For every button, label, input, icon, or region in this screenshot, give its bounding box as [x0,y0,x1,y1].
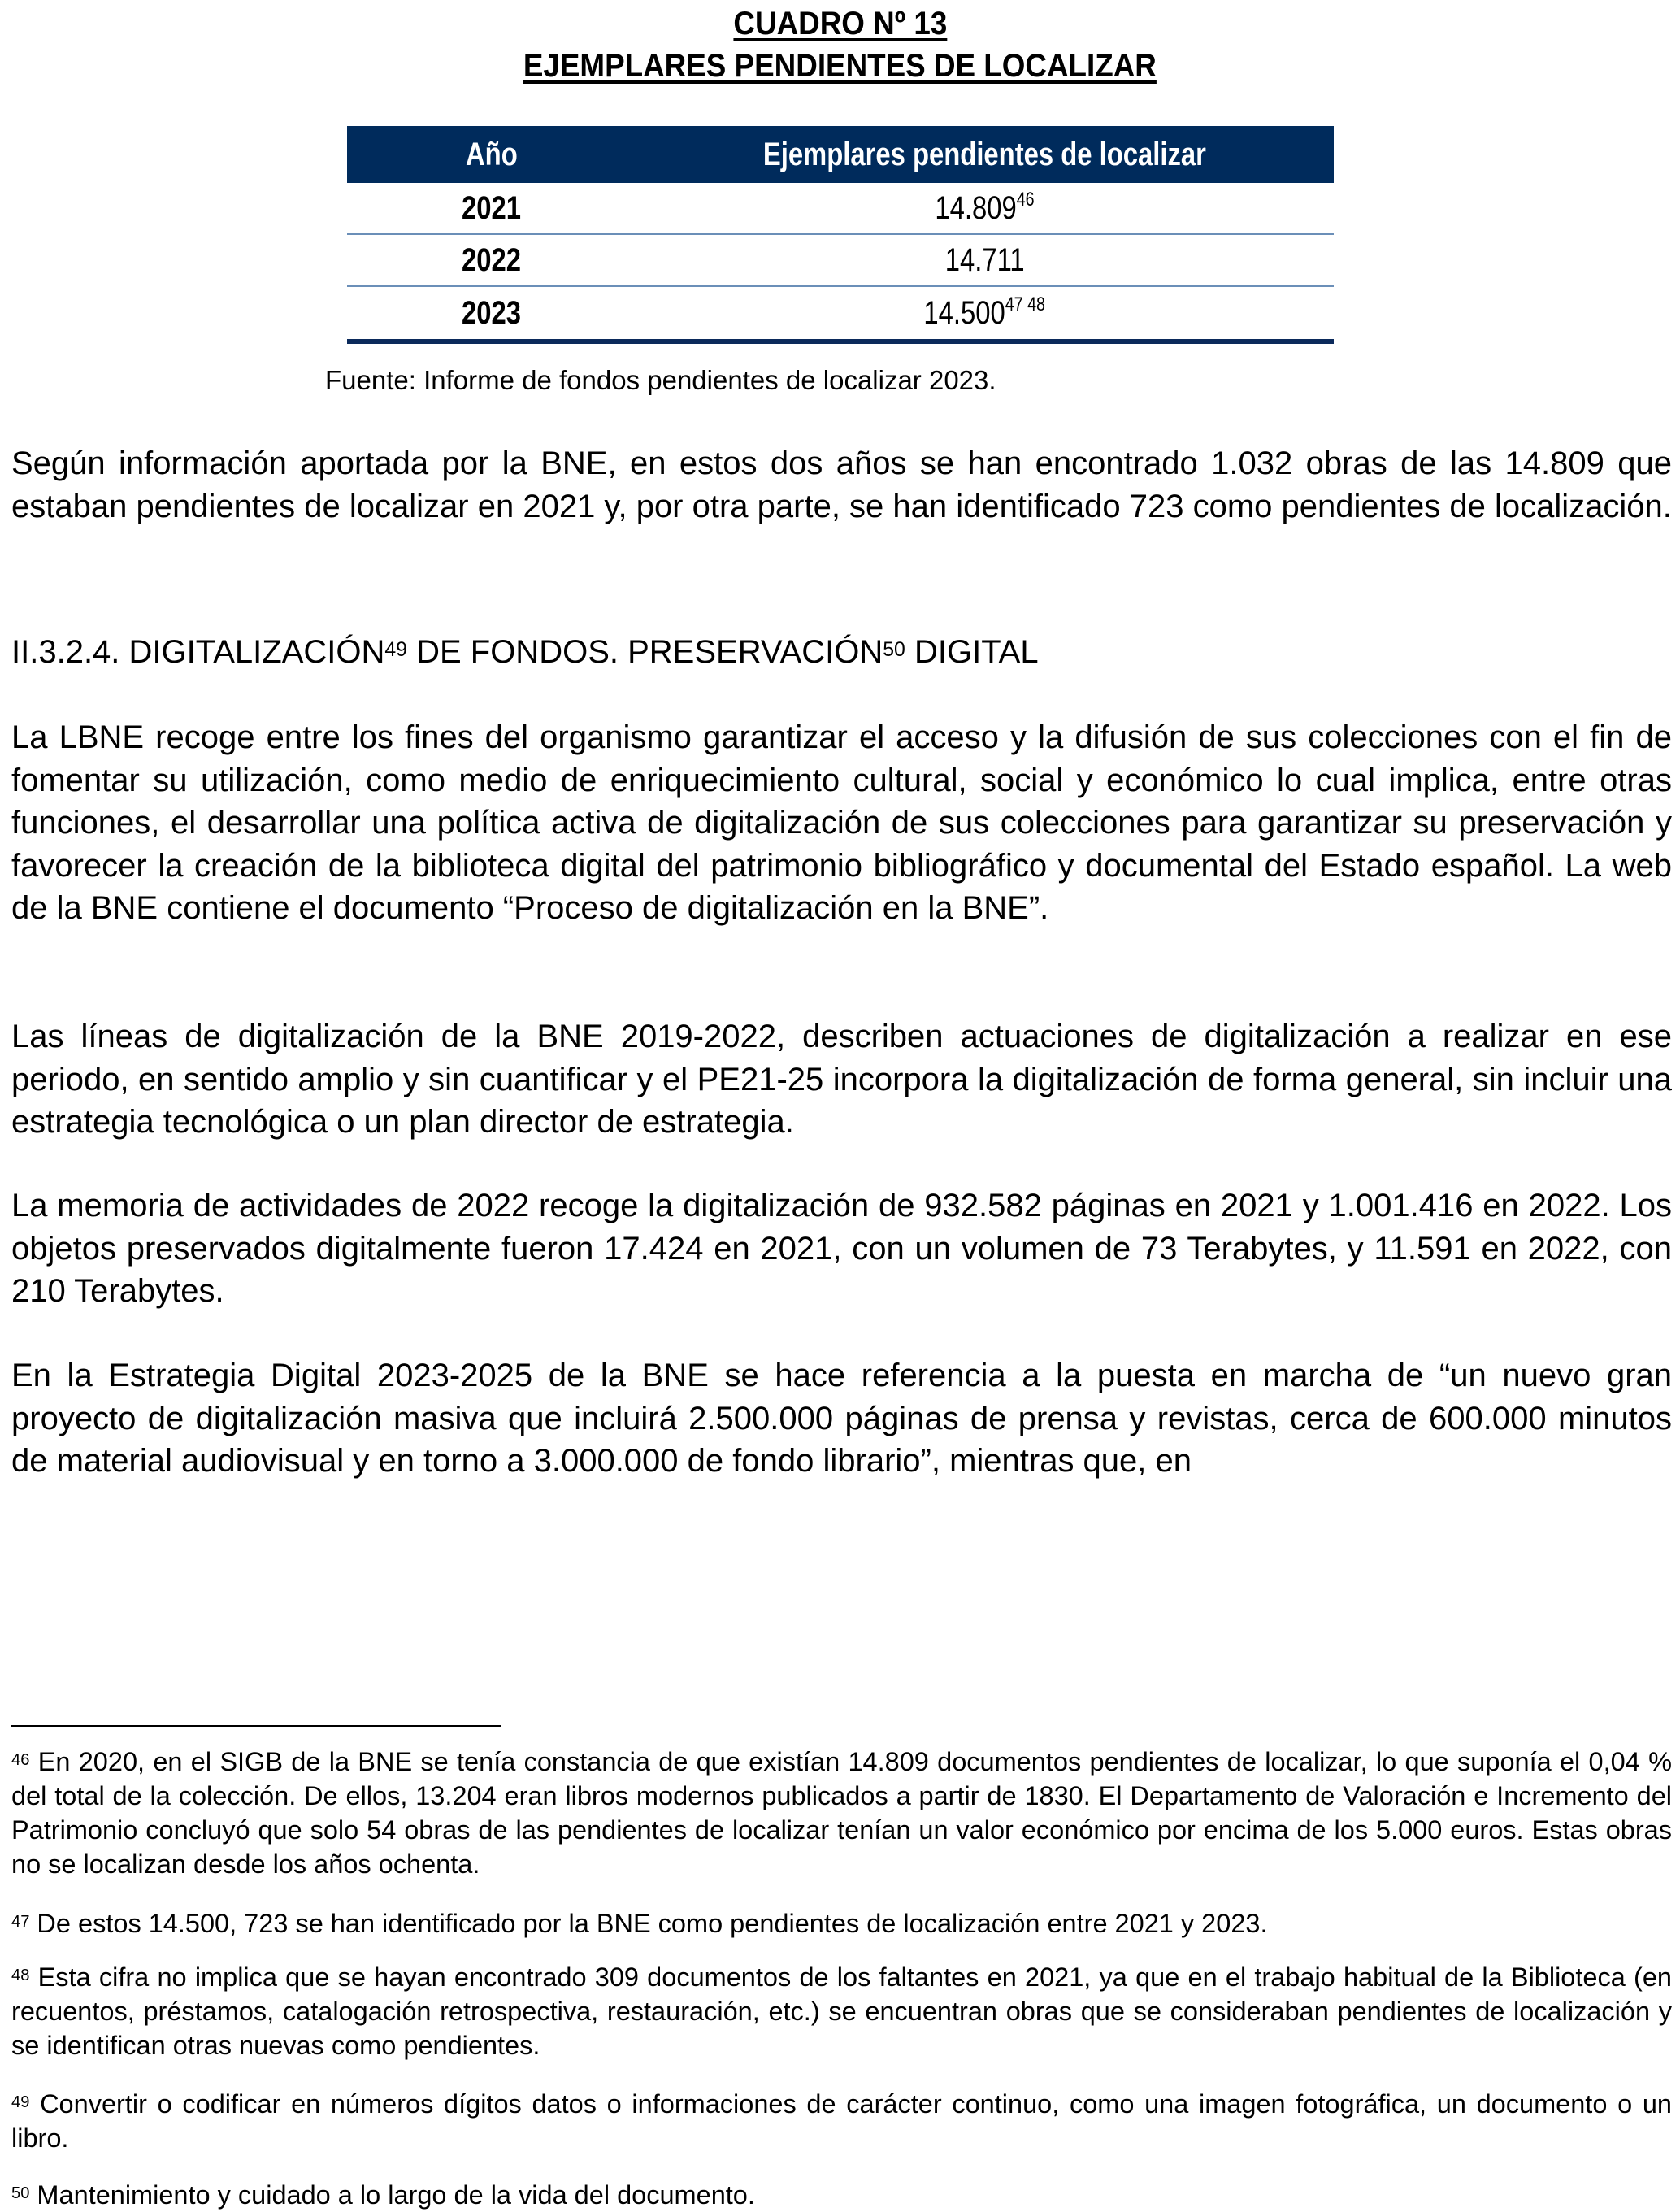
paragraph: En la Estrategia Digital 2023-2025 de la BNE se hace referencia a la puesta en marcha de “un nuevo gran proyecto de digitalización masiva que incluirá 2.500.000 páginas de prensa y revistas, cerca de 600.000 minutos de material audiovisual y en torno a 3.000.000 de fondo librario”, mientras que, en [11,1358,1672,1479]
footnote-ref[interactable]: 46 [1016,188,1035,211]
header-pending: Ejemplares pendientes de localizar [636,126,1334,183]
year-cell: 2023 [347,286,636,341]
table-row [347,183,1334,234]
paragraph: La memoria de actividades de 2022 recoge la digitalización de 932.582 páginas en 2021 y 1.001.416 en 2022. Los objetos preservados digitalmente fueron 17.424 en 2021, con un volumen de 73 Terabytes, y 11.591 en 2022, con 210 Terabytes. [11,1188,1672,1309]
table-header-row [347,126,1334,183]
footnote-separator [11,1725,501,1727]
table-number-title: CUADRO Nº 13 [733,6,947,41]
table-title: EJEMPLARES PENDIENTES DE LOCALIZAR [523,48,1157,84]
header-year: Año [347,126,636,183]
footnote-47: $^{47}$ De estos 14.500, 723 se han identificado por la BNE como pendientes de localización entre 2021 y 2023. [11,1909,1268,1938]
footnote-46: $^{46}$ En 2020, en el SIGB de la BNE se tenía constancia de que existían 14.809 documentos pendientes de localizar, lo que suponía el 0,04 % del total de la colección. De ellos, 13.204 eran libros modernos publicados a partir de 1830. El Departamento de Valoración e Incremento del Patrimonio concluyó que solo 54 obras de las pendientes de localizar tenían un valor económico por encima de los 5.000 euros. Estas obras no se localizan desde los años ochenta. [11,1747,1672,1879]
table-row [347,234,1334,286]
table-source: Fuente: Informe de fondos pendientes de localizar 2023. [325,365,996,395]
value-cell: $14.500^{47 48}$ [636,286,1334,341]
year-cell: 2021 [347,183,636,234]
pending-items-table [347,126,1334,344]
paragraph: Las líneas de digitalización de la BNE 2019-2022, describen actuaciones de digitalización a realizar en ese periodo, en sentido amplio y sin cuantificar y el PE21-25 incorpora la digitalización de forma general, sin incluir una estrategia tecnológica o un plan director de estrategia. [11,1019,1672,1140]
footnote-ref[interactable]: 50 [883,639,905,661]
value-cell: 14.809$^{46}$ [636,183,1334,234]
table-row [347,286,1334,341]
year-cell: 2022 [347,234,636,286]
paragraph: Según información aportada por la BNE, en estos dos años se han encontrado 1.032 obras de las 14.809 que estaban pendientes de localizar en 2021 y, por otra parte, se han identificado 723 como pendientes de localización. [11,445,1672,524]
value-cell: 14.711 [636,234,1334,286]
footnote-48: $^{48}$ Esta cifra no implica que se hayan encontrado 309 documentos de los faltantes en 2021, ya que en el trabajo habitual de la Biblioteca (en recuentos, préstamos, catalogación retrospectiva, restauración, etc.) se encuentran obras que se consideraban pendientes de localización y se identifican otras nuevas como pendientes. [11,1962,1672,2060]
footnote-ref[interactable]: 47 48 [1005,293,1046,315]
footnote-50: $^{50}$ Mantenimiento y cuidado a lo largo de la vida del documento. [11,2180,755,2210]
section-heading: II.3.2.4. DIGITALIZACIÓN$^{49}$ DE FONDOS. PRESERVACIÓN$^{50}$ DIGITAL [11,634,1039,670]
footnote-ref[interactable]: 49 [384,639,407,661]
footnote-49: $^{49}$ Convertir o codificar en números dígitos datos o informaciones de carácter continuo, como una imagen fotográfica, un documento o un libro. [11,2089,1672,2153]
paragraph: La LBNE recoge entre los fines del organismo garantizar el acceso y la difusión de sus colecciones con el fin de fomentar su utilización, como medio de enriquecimiento cultural, social y económico lo cual implica, entre otras funciones, el desarrollar una política activa de digitalización de sus colecciones para garantizar su preservación y favorecer la creación de la biblioteca digital del patrimonio bibliográfico y documental del Estado español. La web de la BNE contiene el documento “Proceso de digitalización en la BNE”. [11,719,1672,926]
